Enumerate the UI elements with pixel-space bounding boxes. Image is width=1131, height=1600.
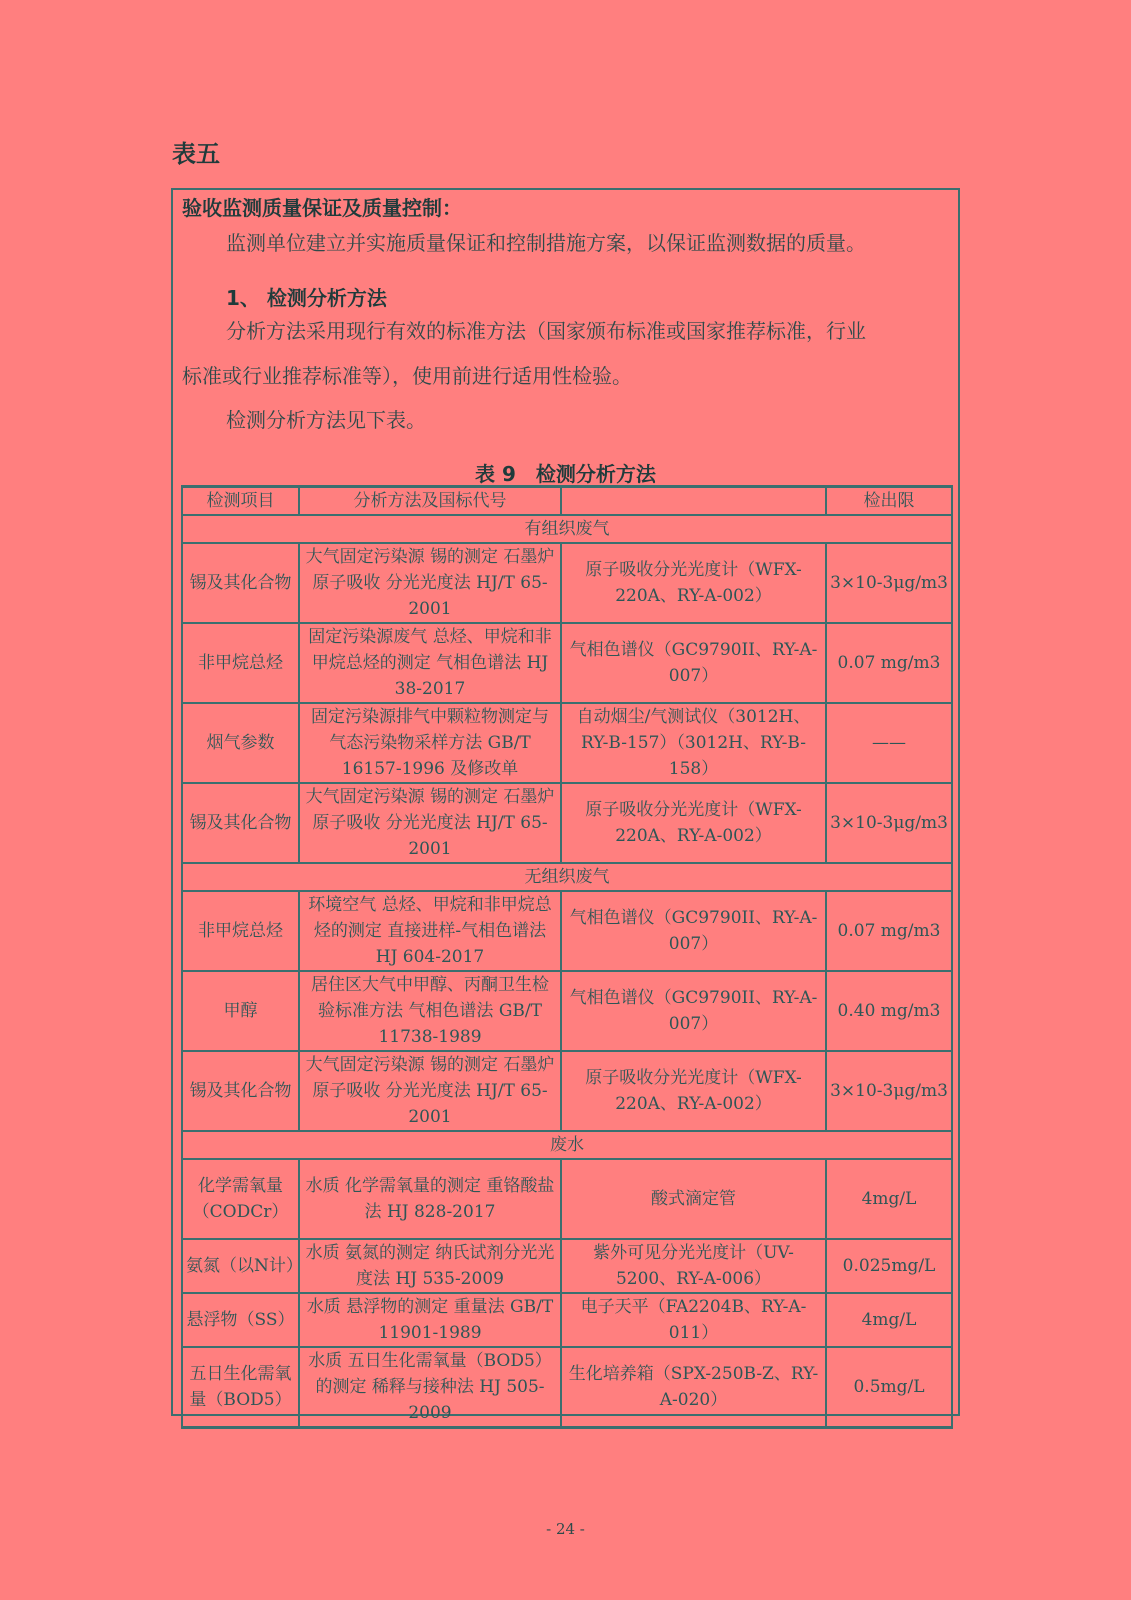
table-row [182,783,952,863]
header-item: 检测项目 [182,487,299,516]
cell-item: 非甲烷总烃 [182,623,299,703]
cell-instrument: 气相色谱仪（GC9790II、RY-A-007） [561,623,826,703]
cell-instrument: 气相色谱仪（GC9790II、RY-A-007） [561,971,826,1051]
cell-instrument: 自动烟尘/气测试仪（3012H、RY-B-157）（3012H、RY-B-158） [561,703,826,783]
cell-limit: 0.5mg/L [826,1347,952,1428]
group-label: 无组织废气 [182,863,952,891]
cell-method: 环境空气 总烃、甲烷和非甲烷总烃的测定 直接进样-气相色谱法 HJ 604-2017 [299,891,561,971]
cell-item: 锡及其化合物 [182,783,299,863]
section-title: 表五 [172,140,220,168]
cell-item: 锡及其化合物 [182,1051,299,1131]
table-row [182,543,952,623]
cell-instrument: 生化培养箱（SPX-250B-Z、RY-A-020） [561,1347,826,1428]
cell-method: 大气固定污染源 锡的测定 石墨炉原子吸收 分光光度法 HJ/T 65-2001 [299,1051,561,1131]
table-row [182,971,952,1051]
cell-item: 锡及其化合物 [182,543,299,623]
cell-instrument: 原子吸收分光光度计（WFX-220A、RY-A-002） [561,783,826,863]
cell-instrument: 原子吸收分光光度计（WFX-220A、RY-A-002） [561,1051,826,1131]
cell-instrument: 紫外可见分光光度计（UV-5200、RY-A-006） [561,1239,826,1293]
cell-limit: 4mg/L [826,1159,952,1239]
header-method: 分析方法及国标代号 [299,487,561,516]
cell-method: 大气固定污染源 锡的测定 石墨炉原子吸收 分光光度法 HJ/T 65-2001 [299,783,561,863]
table-group-row [182,515,952,543]
table-group-row [182,863,952,891]
table-row [182,1347,952,1428]
page-number: - 24 - [546,1520,585,1538]
cell-method: 水质 五日生化需氧量（BOD5）的测定 稀释与接种法 HJ 505-2009 [299,1347,561,1428]
cell-method: 居住区大气中甲醇、丙酮卫生检验标准方法 气相色谱法 GB/T 11738-1989 [299,971,561,1051]
box-heading: 验收监测质量保证及质量控制： [182,196,462,220]
table-caption: 表 9 检测分析方法 [475,462,656,486]
cell-item: 烟气参数 [182,703,299,783]
cell-limit: 0.07 mg/m3 [826,891,952,971]
cell-item: 氨氮（以N计） [182,1239,299,1293]
intro-paragraph: 监测单位建立并实施质量保证和控制措施方案，以保证监测数据的质量。 [226,231,866,255]
table-group-row [182,1131,952,1159]
table-row [182,1051,952,1131]
cell-limit: 3×10-3μg/m3 [826,783,952,863]
cell-item: 化学需氧量（CODCr） [182,1159,299,1239]
methods-table [181,485,953,1429]
cell-instrument: 电子天平（FA2204B、RY-A-011） [561,1293,826,1347]
table-row [182,1293,952,1347]
cell-item: 非甲烷总烃 [182,891,299,971]
table-intro: 检测分析方法见下表。 [226,408,426,432]
cell-limit: 0.025mg/L [826,1239,952,1293]
table-header-row [182,487,952,516]
table-row [182,1159,952,1239]
method-paragraph-line1: 分析方法采用现行有效的标准方法（国家颁布标准或国家推荐标准，行业 [226,319,866,343]
cell-method: 水质 氨氮的测定 纳氏试剂分光光度法 HJ 535-2009 [299,1239,561,1293]
cell-method: 固定污染源排气中颗粒物测定与气态污染物采样方法 GB/T 16157-1996 及修改单 [299,703,561,783]
cell-instrument: 原子吸收分光光度计（WFX-220A、RY-A-002） [561,543,826,623]
cell-item: 悬浮物（SS） [182,1293,299,1347]
cell-method: 固定污染源废气 总烃、甲烷和非甲烷总烃的测定 气相色谱法 HJ 38-2017 [299,623,561,703]
table-row [182,1239,952,1293]
header-limit: 检出限 [826,487,952,516]
cell-method: 水质 化学需氧量的测定 重铬酸盐法 HJ 828-2017 [299,1159,561,1239]
sub-heading: 1、 检测分析方法 [226,286,387,310]
cell-item: 五日生化需氧量（BOD5） [182,1347,299,1428]
cell-limit: —— [826,703,952,783]
cell-method: 水质 悬浮物的测定 重量法 GB/T 11901-1989 [299,1293,561,1347]
table-row [182,703,952,783]
header-instrument [561,487,826,516]
cell-limit: 3×10-3μg/m3 [826,543,952,623]
cell-method: 大气固定污染源 锡的测定 石墨炉原子吸收 分光光度法 HJ/T 65-2001 [299,543,561,623]
cell-instrument: 气相色谱仪（GC9790II、RY-A-007） [561,891,826,971]
table-row [182,891,952,971]
cell-item: 甲醇 [182,971,299,1051]
group-label: 有组织废气 [182,515,952,543]
cell-limit: 0.40 mg/m3 [826,971,952,1051]
cell-limit: 3×10-3μg/m3 [826,1051,952,1131]
cell-limit: 0.07 mg/m3 [826,623,952,703]
cell-instrument: 酸式滴定管 [561,1159,826,1239]
group-label: 废水 [182,1131,952,1159]
table-row [182,623,952,703]
cell-limit: 4mg/L [826,1293,952,1347]
method-paragraph-line2: 标准或行业推荐标准等），使用前进行适用性检验。 [182,364,632,388]
